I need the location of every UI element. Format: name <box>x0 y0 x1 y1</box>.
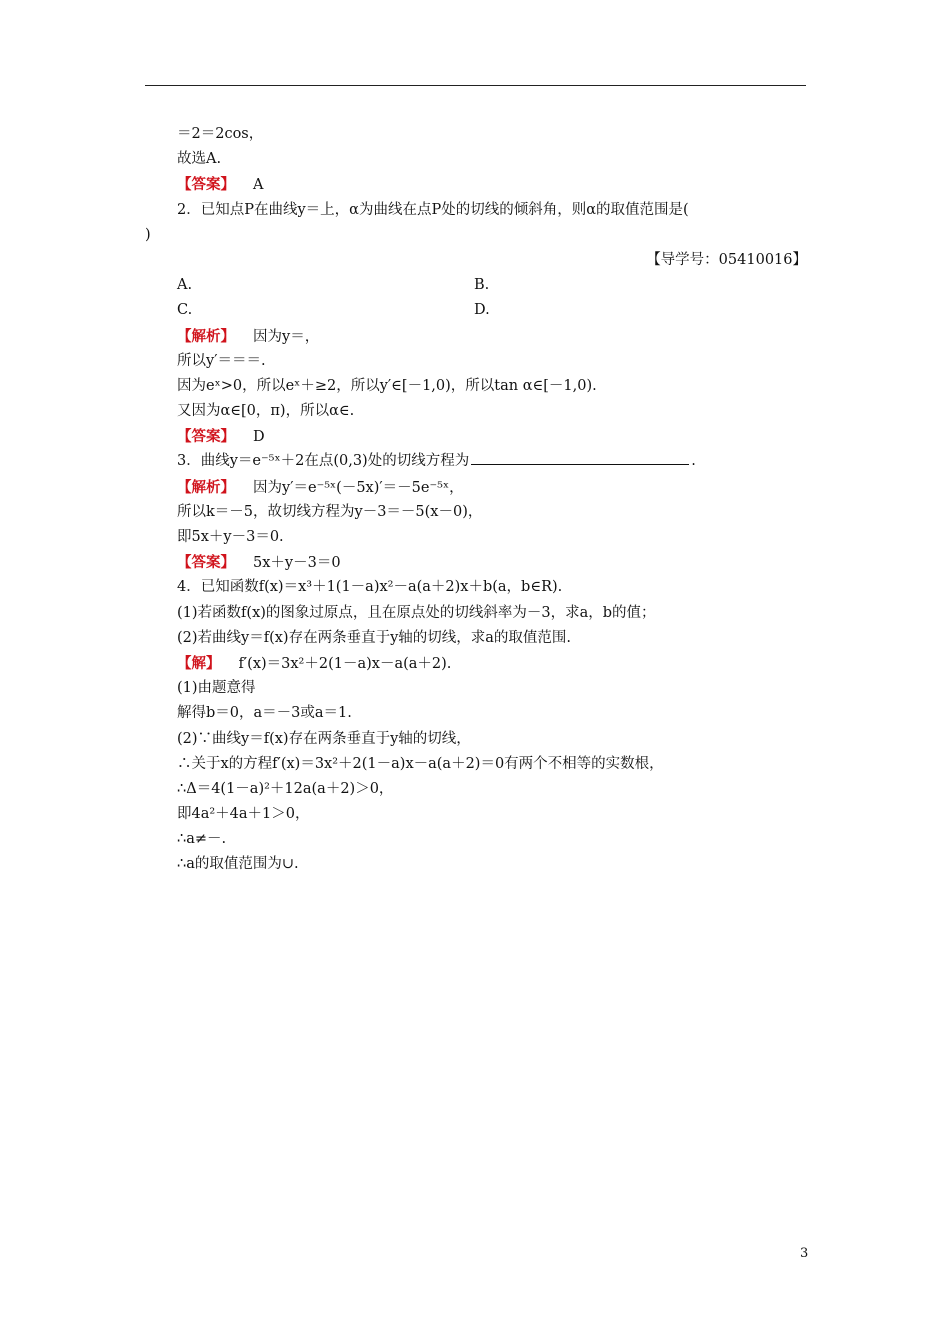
text-line: 即5x＋y－3＝0. <box>177 529 284 545</box>
line-text: 3．曲线y＝e⁻⁵ˣ＋2在点(0,3)处的切线方程为 <box>177 453 470 470</box>
labeled-line <box>177 651 807 676</box>
text-line: (2)∵曲线y＝f(x)存在两条垂直于y轴的切线， <box>177 730 471 747</box>
text-line: 4．已知函数f(x)＝x³＋1(1－a)x²－a(a＋2)x＋b(a，b∈R). <box>177 579 563 596</box>
text-line: 解得b＝0，a＝－3或a＝1. <box>177 705 352 722</box>
labeled-line <box>177 172 807 197</box>
labeled-line <box>177 475 807 500</box>
section-tag: 【解析】 <box>177 478 235 496</box>
choice-option: A. <box>177 277 193 294</box>
text-line: 故选A. <box>177 151 222 168</box>
header-rule <box>145 85 806 86</box>
page-number: 3 <box>800 1246 809 1261</box>
section-tag: 【答案】 <box>177 176 235 194</box>
text-line: 所以k＝－5，故切线方程为y－3＝－5(x－0)， <box>177 503 483 520</box>
choice-option: B. <box>474 277 490 294</box>
choice-options-row <box>177 273 807 298</box>
text-line: ∴Δ＝4(1－a)²＋12a(a＋2)＞0， <box>177 780 394 797</box>
text-line: ∴关于x的方程f′(x)＝3x²＋2(1－a)x－a(a＋2)＝0有两个不相等的实数根， <box>177 755 664 772</box>
section-tag: 【解析】 <box>177 327 235 345</box>
choice-option: D. <box>474 302 490 319</box>
line-text: D <box>253 429 265 446</box>
line-text: 因为y＝， <box>253 328 320 345</box>
text-line: 所以y′＝＝＝. <box>177 352 266 369</box>
labeled-line <box>177 324 807 349</box>
text-line: ∴a≠－. <box>177 831 227 848</box>
text-line: 即4a²＋4a＋1＞0， <box>177 806 310 823</box>
text-line: (2)若曲线y＝f(x)存在两条垂直于y轴的切线，求a的取值范围. <box>177 629 572 646</box>
question-reference-number: 【导学号：05410016】 <box>646 251 807 268</box>
section-tag: 【答案】 <box>177 554 235 572</box>
text-line: (1)若函数f(x)的图象过原点，且在原点处的切线斜率为－3，求a，b的值； <box>177 604 656 621</box>
fill-in-question <box>177 449 807 474</box>
labeled-line <box>177 424 807 449</box>
text-line: 因为eˣ>0，所以eˣ＋≥2，所以y′∈[－1,0)，所以tan α∈[－1,0). <box>177 377 597 394</box>
line-text: . <box>691 453 696 470</box>
line-text: f′(x)＝3x²＋2(1－a)x－a(a＋2). <box>238 655 452 672</box>
answer-blank <box>471 449 689 465</box>
text-line: 又因为α∈[0，π)，所以α∈. <box>177 403 355 420</box>
document-body <box>145 122 807 878</box>
text-line: ＝2＝2cos， <box>177 126 264 142</box>
choice-options-row <box>177 298 807 323</box>
line-text: A <box>253 177 264 194</box>
text-line: ) <box>145 226 151 243</box>
line-text: 因为y′＝e⁻⁵ˣ(－5x)′＝－5e⁻⁵ˣ， <box>253 479 464 496</box>
section-tag: 【答案】 <box>177 428 235 446</box>
text-line: (1)由题意得 <box>177 680 256 697</box>
labeled-line <box>177 550 807 575</box>
choice-option: C. <box>177 302 193 319</box>
text-line: ∴a的取值范围为∪. <box>177 856 299 873</box>
line-text: 5x＋y－3＝0 <box>253 555 341 572</box>
section-tag: 【解】 <box>177 654 221 672</box>
text-line: 2．已知点P在曲线y＝上，α为曲线在点P处的切线的倾斜角，则α的取值范围是( <box>177 201 689 218</box>
